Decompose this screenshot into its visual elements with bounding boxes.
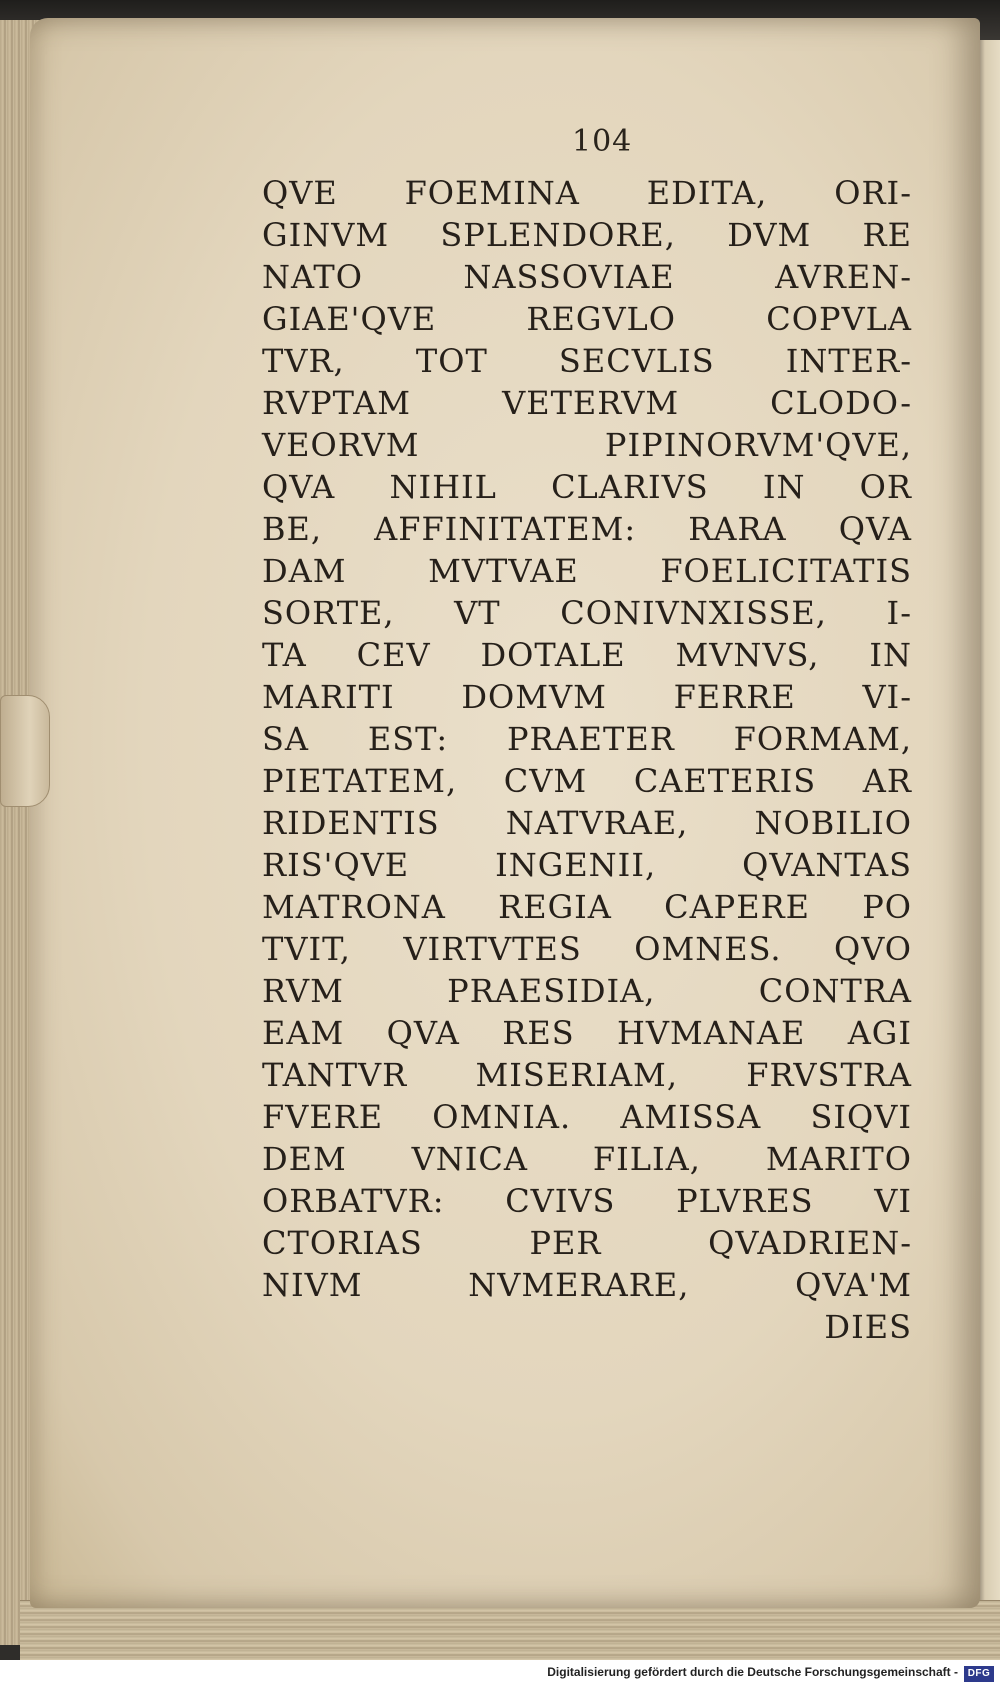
text-block <box>262 172 912 1348</box>
text-line: MATRONA REGIA CAPERE PO <box>262 888 912 926</box>
text-line: RIDENTIS NATVRAE, NOBILIO <box>262 804 912 842</box>
page-edge-tab <box>0 695 50 807</box>
text-line: ORBATVR: CVIVS PLVRES VI <box>262 1182 912 1220</box>
text-line: TANTVR MISERIAM, FRVSTRA <box>262 1056 912 1094</box>
funding-credit: Digitalisierung gefördert durch die Deutsche Forschungsgemeinschaft - <box>547 1665 958 1679</box>
text-line: QVE FOEMINA EDITA, ORI- <box>262 174 912 212</box>
text-line: SA EST: PRAETER FORMAM, <box>262 720 912 758</box>
page-number: 104 <box>572 124 633 159</box>
text-line: MARITI DOMVM FERRE VI- <box>262 678 912 716</box>
text-line: GINVM SPLENDORE, DVM RE <box>262 216 912 254</box>
text-line: NIVM NVMERARE, QVA'M <box>262 1266 912 1304</box>
text-line: TA CEV DOTALE MVNVS, IN <box>262 636 912 674</box>
catchword: DIES <box>824 1308 912 1346</box>
text-line: PIETATEM, CVM CAETERIS AR <box>262 762 912 800</box>
text-line: TVR, TOT SECVLIS INTER- <box>262 342 912 380</box>
text-line: RIS'QVE INGENII, QVANTAS <box>262 846 912 884</box>
text-line: CTORIAS PER QVADRIEN- <box>262 1224 912 1262</box>
text-line: GIAE'QVE REGVLO COPVLA <box>262 300 912 338</box>
text-line: TVIT, VIRTVTES OMNES. QVO <box>262 930 912 968</box>
dfg-logo: DFG <box>964 1666 994 1682</box>
text-line: RVPTAM VETERVM CLODO- <box>262 384 912 422</box>
text-line: EAM QVA RES HVMANAE AGI <box>262 1014 912 1052</box>
text-line: FVERE OMNIA. AMISSA SIQVI <box>262 1098 912 1136</box>
text-line: DEM VNICA FILIA, MARITO <box>262 1140 912 1178</box>
text-line: VEORVM PIPINORVM'QVE, <box>262 426 912 464</box>
text-line: RVM PRAESIDIA, CONTRA <box>262 972 912 1010</box>
text-line: SORTE, VT CONIVNXISSE, I- <box>262 594 912 632</box>
text-line: BE, AFFINITATEM: RARA QVA <box>262 510 912 548</box>
text-line: NATO NASSOVIAE AVREN- <box>262 258 912 296</box>
page-stack-bottom <box>20 1600 1000 1661</box>
text-line: QVA NIHIL CLARIVS IN OR <box>262 468 912 506</box>
text-line: DAM MVTVAE FOELICITATIS <box>262 552 912 590</box>
